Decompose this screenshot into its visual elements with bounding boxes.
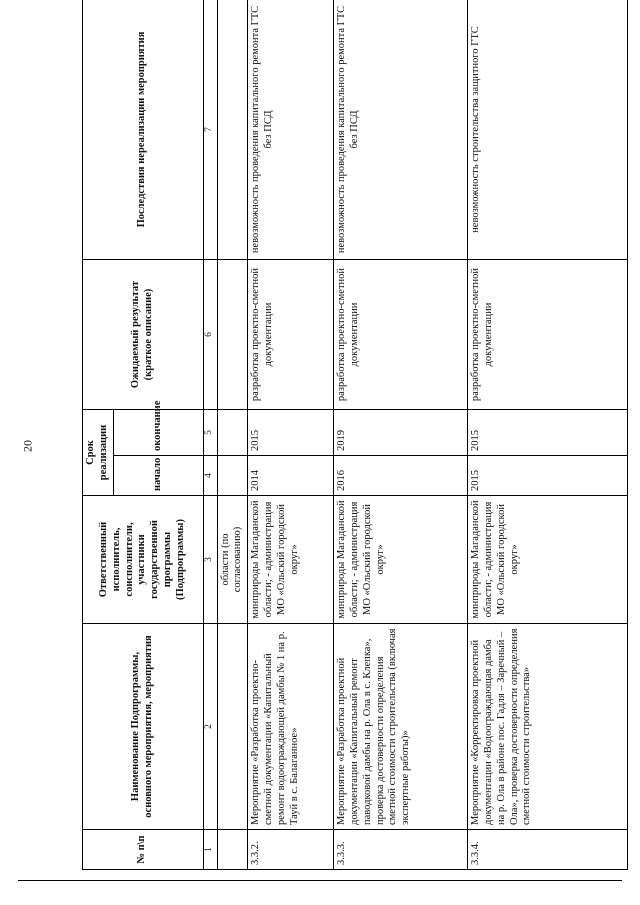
row-start: 2014 (248, 456, 334, 496)
row-end: 2015 (468, 410, 628, 456)
row-consequence: невозможность строительства защитного ГТС (468, 0, 628, 260)
row-end: 2019 (334, 410, 468, 456)
header-name: Наименование Подпрограммы, основного мероприятия, мероприятия (83, 624, 204, 830)
col-number: 3 (203, 496, 217, 624)
row-executor: минприроды Магаданской области; - администрация МО «Ольский городской округ» (468, 496, 628, 624)
row-name: Мероприятие «Корректировка проектной документации «Водоограждающая дамба на р. Ола в районе пос. Гадля – Заречный – Ола», проверка достоверности определения сметной стоимости строительства» (468, 624, 628, 830)
table-row (248, 0, 334, 870)
bottom-rule (18, 880, 622, 881)
row-end: 2015 (248, 410, 334, 456)
cell-empty (217, 624, 248, 830)
table-row (334, 0, 468, 870)
row-number: 3.3.4. (468, 830, 628, 870)
row-consequence: невозможность проведения капитального ремонта ГТС без ПСД (334, 0, 468, 260)
rotated-table-wrapper (82, 0, 628, 870)
cell-empty (217, 260, 248, 410)
col-number: 2 (203, 624, 217, 830)
header-result: Ожидаемый результат (краткое описание) (83, 260, 204, 410)
row-result: разработка проектно-сметной документации (334, 260, 468, 410)
row-name: Мероприятие «Разработка проектно-сметной документации «Капитальный ремонт водоограждающей дамбы № 1 на р. Тауй в с. Балаганное» (248, 624, 334, 830)
continuation-row (217, 0, 248, 870)
col-number: 7 (203, 0, 217, 260)
row-start: 2015 (468, 456, 628, 496)
table-row (468, 0, 628, 870)
row-consequence: невозможность проведения капитального ремонта ГТС без ПСД (248, 0, 334, 260)
row-name: Мероприятие «Разработка проектной документации «Капитальный ремонт паводковой дамбы на р. Ола в с. Клепка», проверка достоверности определения сметной стоимости строительства (включая экспертные работы)» (334, 624, 468, 830)
col-number: 6 (203, 260, 217, 410)
column-number-row (203, 0, 217, 870)
col-number: 4 (203, 456, 217, 496)
cell-empty (217, 0, 248, 260)
header-consequence: Последствия нереализации мероприятия (83, 0, 204, 260)
cell-empty (217, 830, 248, 870)
continuation-executor: области (по согласованию) (217, 496, 248, 624)
col-number: 1 (203, 830, 217, 870)
header-executor: Ответственный исполнитель, соисполнители, участники государственной программы (Подпрограммы) (83, 496, 204, 624)
header-term-group: Срок реализации (83, 410, 114, 496)
row-result: разработка проектно-сметной документации (468, 260, 628, 410)
header-num: № п\п (83, 830, 204, 870)
col-number: 5 (203, 410, 217, 456)
header-start: начало (113, 456, 203, 496)
cell-empty (217, 456, 248, 496)
row-start: 2016 (334, 456, 468, 496)
row-executor: минприроды Магаданской области; - администрация МО «Ольский городской округ» (248, 496, 334, 624)
row-number: 3.3.3. (334, 830, 468, 870)
row-executor: минприроды Магаданской области; - администрация МО «Ольский городской округ» (334, 496, 468, 624)
cell-empty (217, 410, 248, 456)
row-number: 3.3.2. (248, 830, 334, 870)
header-end: окончание (113, 410, 203, 456)
page-number: 20 (20, 440, 35, 452)
header-row (83, 0, 114, 870)
activities-table (82, 0, 628, 870)
row-result: разработка проектно-сметной документации (248, 260, 334, 410)
